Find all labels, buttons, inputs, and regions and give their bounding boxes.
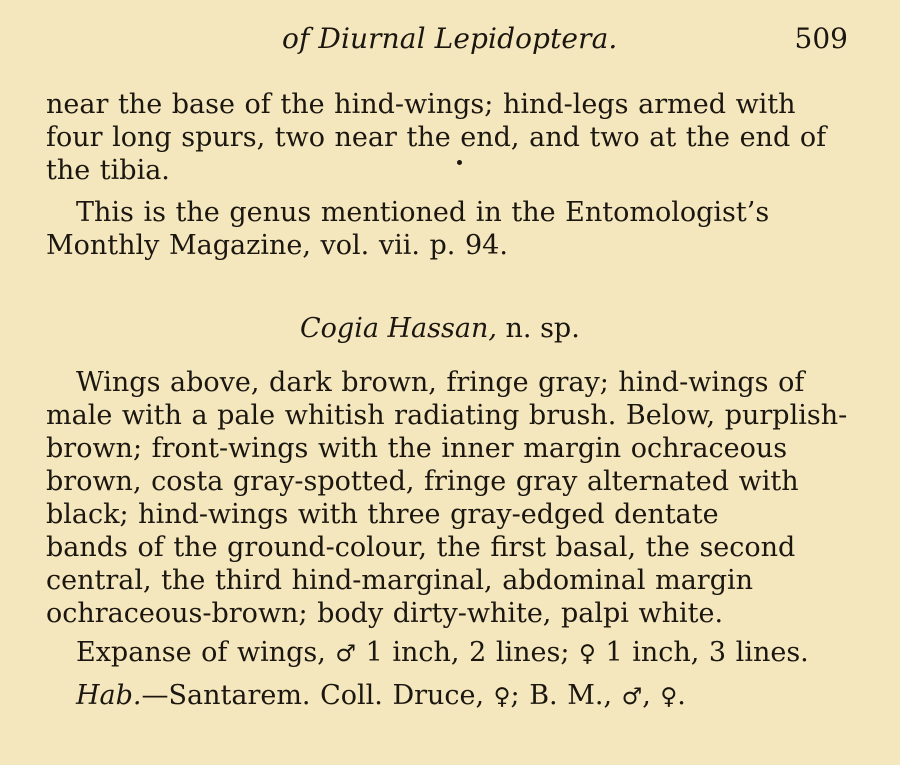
- paragraph-genus-end: [46, 88, 848, 187]
- habitat-text: —Santarem. Coll. Druce,: [141, 680, 494, 711]
- habitat-line: [46, 679, 848, 714]
- description-line: ochraceous-brown; body dirty-white, palpi white.: [46, 598, 724, 629]
- habitat-collection: [46, 679, 848, 714]
- wing-expanse: [46, 636, 848, 671]
- running-title: of Diurnal Lepidoptera.: [282, 22, 618, 55]
- female-symbol: ♀: [660, 684, 678, 710]
- description-line: bands of the ground-colour, the first basal, the second: [46, 532, 796, 563]
- expanse-line: [46, 636, 848, 671]
- paragraph-line: This is the genus mentioned in the Entomologist’s: [76, 197, 770, 228]
- page-number: 509: [794, 22, 848, 55]
- description-line: brown, costa gray-spotted, fringe gray alternated with: [46, 466, 799, 497]
- habitat-text: ; B. M.,: [510, 680, 622, 711]
- print-speck: [457, 160, 462, 165]
- description-line: central, the third hind-marginal, abdominal margin: [46, 565, 753, 596]
- female-expanse-value: 1 inch, 3 lines.: [595, 637, 809, 668]
- description-line: Wings above, dark brown, fringe gray; hind-wings of: [76, 367, 805, 398]
- description-line: black; hind-wings with three gray-edged dentate: [46, 499, 719, 530]
- species-name: Cogia Hassan,: [300, 313, 497, 344]
- expanse-label: Expanse of wings,: [76, 637, 336, 668]
- male-symbol: ♂: [335, 641, 357, 667]
- male-symbol: ♂: [621, 684, 643, 710]
- paragraph-line: Monthly Magazine, vol. vii. p. 94.: [46, 230, 508, 261]
- habitat-label: Hab.: [76, 680, 142, 711]
- species-description: [46, 366, 848, 630]
- description-line: brown; front-wings with the inner margin ochraceous: [46, 433, 788, 464]
- species-suffix: n. sp.: [496, 313, 580, 344]
- male-expanse-value: 1 inch, 2 lines;: [356, 637, 580, 668]
- species-heading: [300, 313, 580, 344]
- female-symbol: ♀: [493, 684, 511, 710]
- paragraph-genus-reference: [46, 196, 848, 262]
- paragraph-line: the tibia.: [46, 155, 170, 186]
- paragraph-line: near the base of the hind-wings; hind-legs armed with: [46, 89, 796, 120]
- habitat-text: ,: [642, 680, 661, 711]
- paragraph-line: four long spurs, two near the end, and two at the end of: [46, 122, 827, 153]
- habitat-text: .: [677, 680, 686, 711]
- page-header: [0, 20, 900, 60]
- female-symbol: ♀: [579, 641, 596, 667]
- description-line: male with a pale whitish radiating brush. Below, purplish-: [46, 400, 848, 431]
